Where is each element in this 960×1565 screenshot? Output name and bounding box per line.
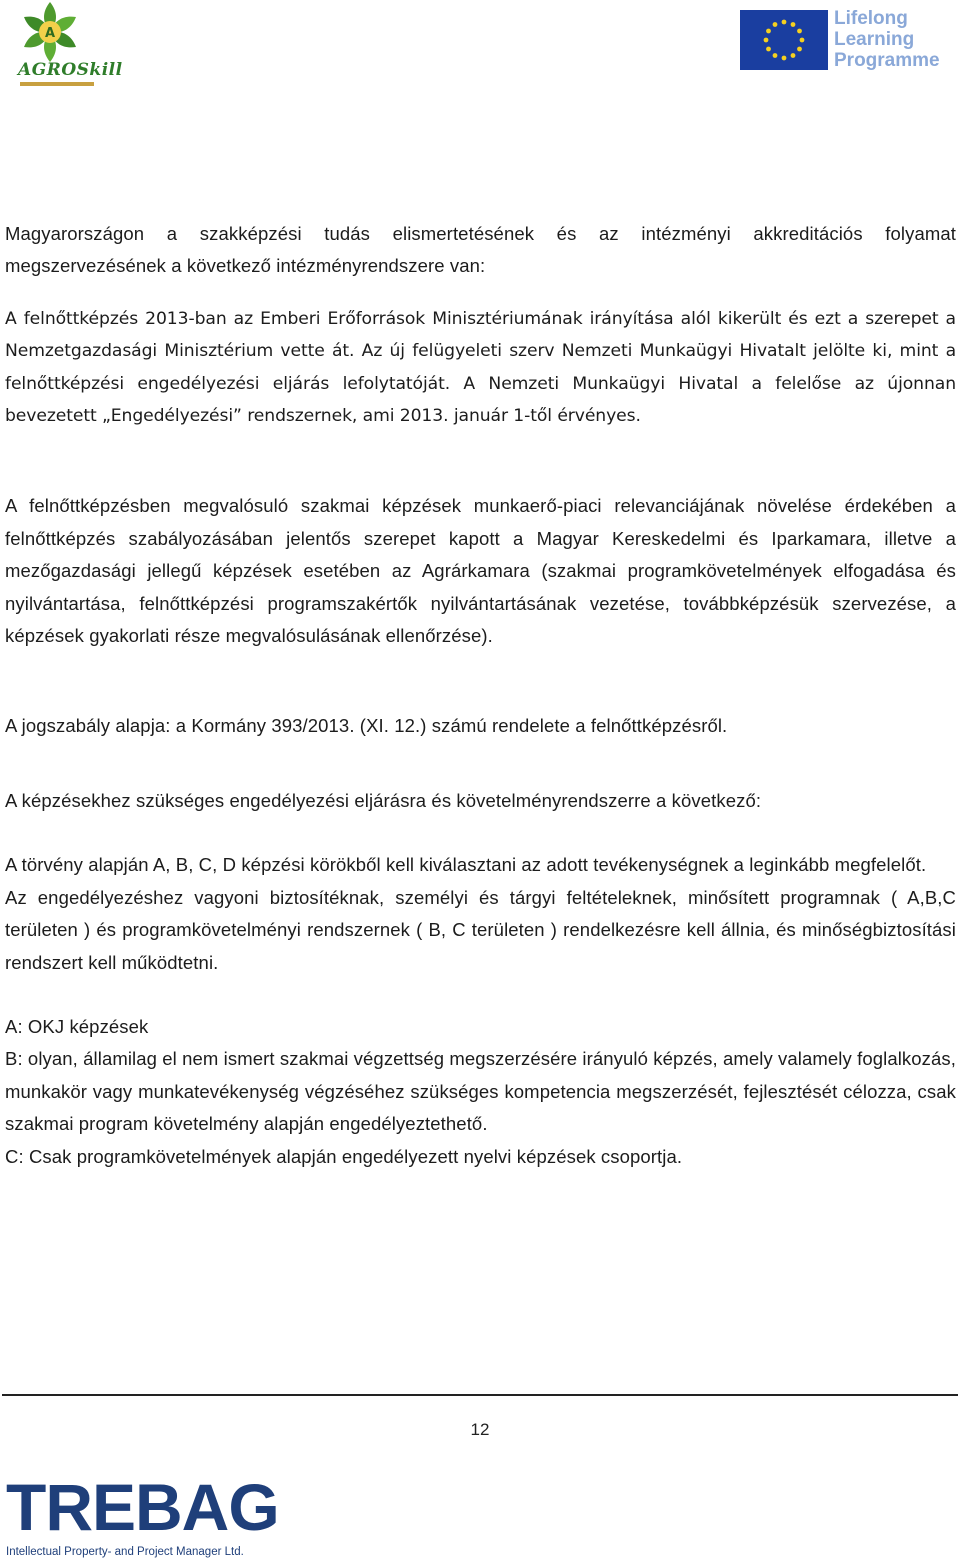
paragraph-chambers: A felnőttképzésben megvalósuló szakmai képzések munkaerő-piaci relevanciájának növelése érdekében a felnőttképzés szabályozásában jelentős szerepet kapott a Magyar Kereskedelmi és Iparkamara, illetve a mezőgazdasági jellegű képzések esetében az Agrárkamara (szakmai programkövetelmények elfogadása és nyilvántartása, felnőttképzési programszakértők nyilvántartásának vezetése, továbbképzésük szervezése, a képzések gyakorlati része megvalósulásának ellenőrzése). [5,495,956,647]
lifelong-learning-logo [740,8,940,70]
document-body [5,218,956,1173]
paragraph-procedure-heading: A képzésekhez szükséges engedélyezési eljárásra és követelményrendszerre a következő: [5,789,762,811]
trebag-subtitle: Intellectual Property- and Project Manager Ltd. [6,1546,244,1558]
category-a: A: OKJ képzések [5,1015,149,1037]
trebag-logo [6,1468,279,1565]
footer-divider [2,1394,958,1396]
llp-line-1: Lifelong [834,8,908,29]
agroskill-tagline-bar [20,82,94,86]
llp-line-2: Learning [834,29,915,50]
category-c: C: Csak programkövetelmények alapján engedélyezett nyelvi képzések csoportja. [5,1145,683,1167]
agroskill-logo [6,0,123,96]
svg-text:A: A [44,26,56,41]
lifelong-learning-text [834,8,940,71]
trebag-wordmark: TREBAG [6,1470,279,1544]
eu-flag-icon [740,10,828,70]
paragraph-ministry: A felnőttképzés 2013-ban az Emberi Erőforrások Minisztériumának irányítása alól kikerült és ezt a szerepet a Nemzetgazdasági Minisztérium vette át. Az új felügyeleti szerv Nemzeti Munkaügyi Hivatalt jelölte ki, mint a felnőttképzési engedélyezési eljárás lefolytatóját. A Nemzeti Munkaügyi Hivatal a felelőse az újonnan bevezetett „Engedélyezési” rendszernek, ami 2013. január 1-től érvényes. [5,308,956,427]
llp-line-3: Programme [834,50,940,71]
agroskill-wordmark: AGROSkill [18,60,123,80]
page-number: 12 [470,1420,490,1439]
paragraph-requirements: Az engedélyezéshez vagyoni biztosítéknak, személyi és tárgyi feltételeknek, minősített programnak ( A,B,C területen ) és programkövetelményi rendszernek ( B, C területen ) rendelkezésre kell állnia, és minőségbiztosítási rendszert kell működtetni. [5,886,956,973]
paragraph-legal-basis: A jogszabály alapja: a Kormány 393/2013. (XI. 12.) számú rendelete a felnőttképzésről. [5,715,728,737]
category-b: B: olyan, államilag el nem ismert szakmai végzettség megszerzésére irányuló képzés, amely valamely foglalkozás, munkakör vagy munkatevékenység végzéséhez szükséges kompetencia megszerzését, fejlesztését célozza, csak szakmai program követelmény alapján engedélyeztethető. [5,1048,956,1135]
paragraph-intro: Magyarországon a szakképzési tudás elismertetésének és az intézményi akkreditációs folyamat megszervezésének a következő intézményrendszere van: [5,223,956,277]
page-header [0,0,960,110]
paragraph-law-categories: A törvény alapján A, B, C, D képzési körökből kell kiválasztani az adott tevékenységnek a leginkább megfelelőt. [5,854,927,876]
